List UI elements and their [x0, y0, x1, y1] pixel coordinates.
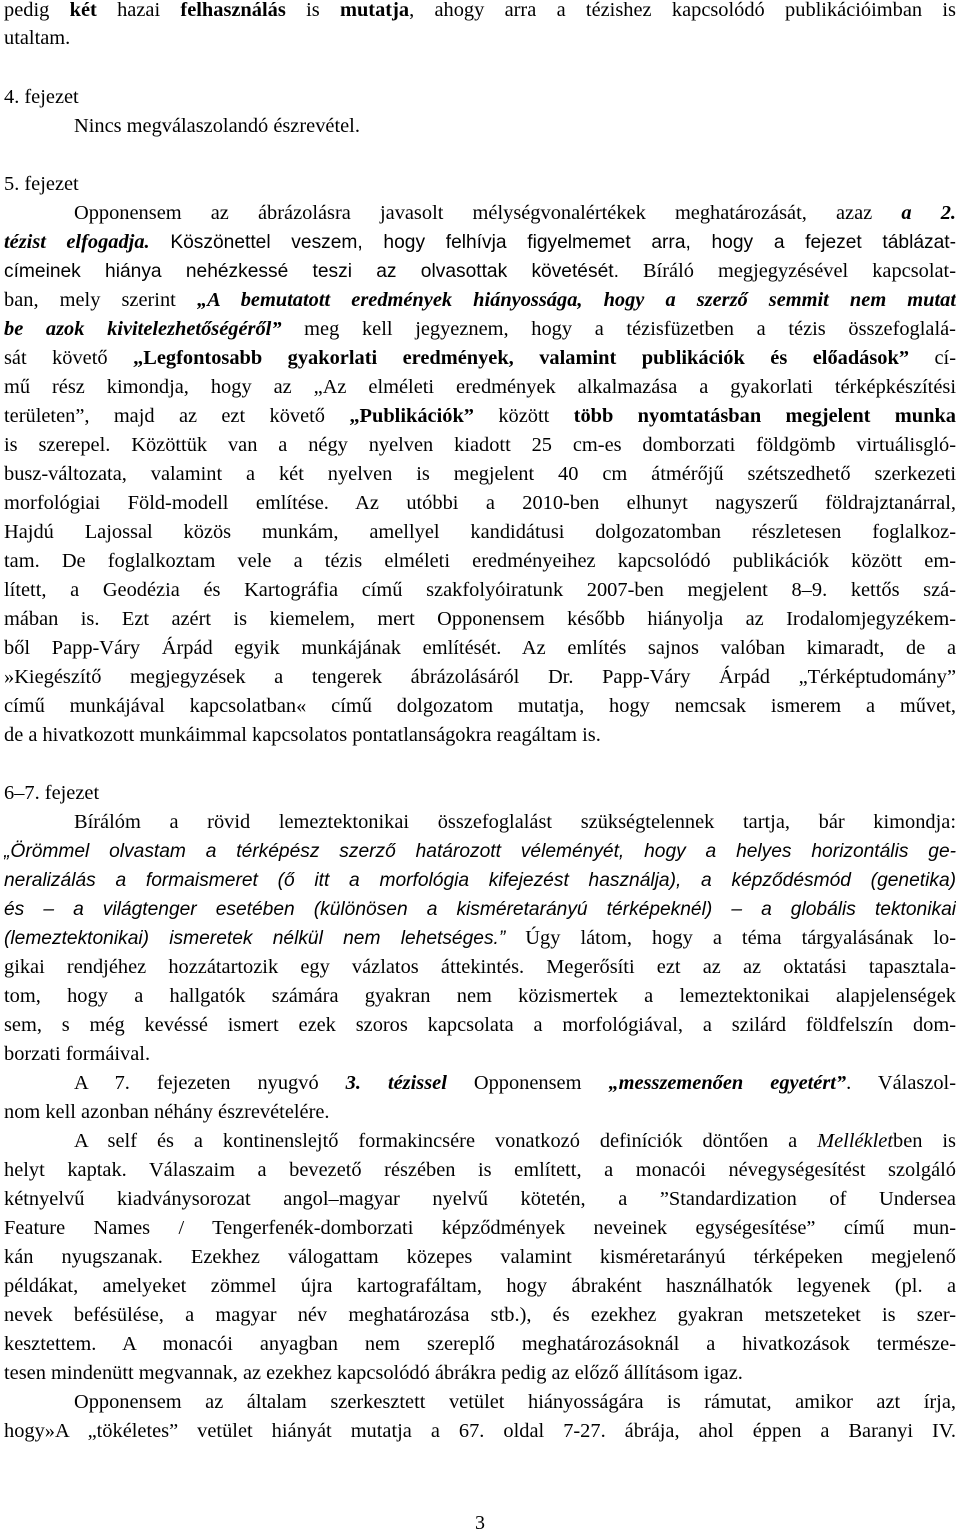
- text-line: [4, 344, 956, 373]
- text-line: [4, 402, 956, 431]
- text-run: kétnyelvű kiadványsorozat angol–magyar nyelvű kötetén, a ”Standardization of Undersea: [4, 1188, 956, 1210]
- text-run: Hajdú Lajossal közös munkám, amellyel kandidátusi dolgozatomban részletesen foglalkoz-: [4, 521, 956, 543]
- text-line: [4, 1098, 956, 1127]
- text-run: 3. tézissel: [345, 1072, 447, 1094]
- text-run: morfológiai Föld-modell említése. Az utóbbi a 2010-ben elhunyt nagyszerű földrajztanárral,: [4, 492, 956, 514]
- text-run: között: [474, 405, 574, 427]
- text-line: [4, 634, 956, 663]
- text-run: nom kell azonban néhány észrevételére.: [4, 1101, 330, 1123]
- text-run: két: [69, 0, 97, 21]
- text-line: [4, 663, 956, 692]
- text-run: Feature Names / Tengerfenék-domborzati képződmények neveinek egységesítése” című mun-: [4, 1217, 956, 1239]
- text-line: [4, 373, 956, 402]
- text-line: [4, 1243, 956, 1272]
- text-run: ből Papp-Váry Árpád egyik munkájának említését. Az említés sajnos valóban kimaradt, de a: [4, 637, 956, 659]
- text-run: busz-változata, valamint a két nyelven is megjelent 40 cm átmérőjű szétszedhető szerkezeti: [4, 463, 956, 485]
- text-run: Opponensem az általam szerkesztett vetület hiányosságára is rámutat, amikor azt írja,: [74, 1391, 956, 1413]
- text-run: területen”, majd az ezt követő: [4, 405, 350, 427]
- text-line: [74, 1127, 956, 1156]
- text-line: [74, 808, 956, 837]
- text-run: kesztettem. A monacói anyagban nem szereplő meghatározásoknál a hivatkozások természe-: [4, 1333, 956, 1355]
- text-run: tam. De foglalkoztam vele a tézis elméleti eredményeihez kapcsolódó publikációk között em-: [4, 550, 956, 572]
- text-run: A self és a kontinenslejtő formakincsére vonatkozó definíciók döntően a: [74, 1130, 818, 1152]
- page-number: 3: [475, 1512, 485, 1534]
- text-run: ban, mely szerint: [4, 289, 197, 311]
- section-heading: [4, 170, 956, 199]
- text-run: gikai rendjéhez hozzátartozik egy vázlatos áttekintés. Megerősíti ezt az az oktatási tapasztala-: [4, 956, 956, 978]
- text-run: tesen mindenütt megvannak, az ezekhez kapcsolódó ábrákra pedig az előző állításom igaz.: [4, 1362, 743, 1384]
- text-run: sát követő: [4, 347, 134, 369]
- text-line: [4, 895, 956, 924]
- text-run: példákat, amelyeket zömmel újra kartografáltam, hogy ábraként használhatók legyenek (pl. a: [4, 1275, 956, 1297]
- text-run: a 2.: [901, 202, 956, 224]
- text-run: „Örömmel olvastam a térképész szerző határozott véleményét, hogy a helyes horizontális ge-: [4, 841, 956, 862]
- text-run: Bíráló megjegyzésével kapcsolat-: [618, 260, 956, 282]
- text-run: Bírálóm a rövid lemeztektonikai összefoglalást szükségtelennek tartja, bár kimondja:: [74, 811, 956, 833]
- text-run: címeinek hiánya nehézkessé teszi az olvasottak követését.: [4, 261, 619, 282]
- text-run: utaltam.: [4, 27, 71, 49]
- text-run: 5. fejezet: [4, 173, 79, 195]
- text-line: [4, 431, 956, 460]
- text-line: [74, 1069, 956, 1098]
- text-run: . Válaszol-: [846, 1072, 956, 1094]
- text-run: helyt kaptak. Válaszaim a bevezető részében is említett, a monacói névegységesítést szolgáló: [4, 1159, 956, 1181]
- text-line: [4, 547, 956, 576]
- text-line: [4, 1417, 956, 1446]
- text-run: Opponensem: [446, 1072, 609, 1094]
- text-run: is: [285, 0, 340, 21]
- text-run: Opponensem az ábrázolásra javasolt mélységvonalértékek meghatározását, azaz: [74, 202, 902, 224]
- text-run: tom, hogy a hallgatók számára gyakran nem közismertek a lemeztektonikai alapjelenségek: [4, 985, 956, 1007]
- text-run: mában is. Ezt azért is kiemelem, mert Opponensem később hiányolja az Irodalomjegyzékem-: [4, 608, 956, 630]
- text-run: „messzemenően egyetért”: [608, 1072, 847, 1094]
- text-run: és – a világtenger esetében (különösen a kisméretarányú térképeknél) – a globális tektonikai: [4, 899, 956, 920]
- text-run: mutatja: [339, 0, 410, 21]
- text-line: [4, 1301, 956, 1330]
- text-line: [74, 1388, 956, 1417]
- section-heading: [4, 779, 956, 808]
- text-line: [4, 1156, 956, 1185]
- text-line: [4, 605, 956, 634]
- text-run: Köszönettel veszem, hogy felhívja figyelmemet arra, hogy a fejezet táblázat-: [149, 232, 956, 253]
- text-run: A 7. fejezeten nyugvó: [74, 1072, 346, 1094]
- text-line: [4, 924, 956, 953]
- text-line: [4, 692, 956, 721]
- text-run: 6–7. fejezet: [4, 782, 100, 804]
- text-run: felhasználás: [180, 0, 286, 21]
- text-run: de a hivatkozott munkáimmal kapcsolatos pontatlanságokra reagáltam is.: [4, 724, 601, 746]
- text-line: [4, 1214, 956, 1243]
- text-line: [4, 1011, 956, 1040]
- text-run: kán nyugszanak. Ezekhez válogattam közepes valamint kisméretarányú térképeken megjelenő: [4, 1246, 956, 1268]
- text-line: [4, 866, 956, 895]
- text-run: borzati formáival.: [4, 1043, 151, 1065]
- text-line: [4, 1330, 956, 1359]
- text-line: [4, 315, 956, 344]
- section-heading: [4, 83, 956, 112]
- text-run: „A bemutatott eredmények hiányossága, hogy a szerző semmit nem mutat: [196, 289, 956, 311]
- text-run: több nyomtatásban megjelent munka: [573, 405, 956, 427]
- text-line: [4, 721, 956, 750]
- text-line: [4, 837, 956, 866]
- text-line: [4, 228, 956, 257]
- text-line: [4, 1359, 956, 1388]
- text-run: meg kell jegyeznem, hogy a tézisfüzetben a tézis összefoglalá-: [281, 318, 956, 340]
- text-run: hogy»A „tökéletes” vetület hiányát mutatja a 67. oldal 7-27. ábrája, ahol éppen a Baranyi IV.: [4, 1420, 956, 1442]
- text-line: [4, 1185, 956, 1214]
- text-line: [4, 982, 956, 1011]
- text-run: Úgy látom, hogy a téma tárgyalásának lo-: [505, 927, 956, 949]
- text-run: mű rész kimondja, hogy az „Az elméleti eredmények alkalmazása a gyakorlati térképkészítési: [4, 376, 956, 398]
- text-run: cí-: [909, 347, 956, 369]
- text-line: [4, 257, 956, 286]
- text-run: »Kiegészítő megjegyzések a tengerek ábrázolásáról Dr. Papp-Váry Árpád „Térképtudomány”: [4, 666, 956, 688]
- text-line: [74, 199, 956, 228]
- text-line: [4, 1272, 956, 1301]
- text-run: „Legfontosabb gyakorlati eredmények, valamint publikációk és előadások”: [133, 347, 910, 369]
- text-run: hazai: [96, 0, 181, 21]
- text-run: Nincs megválaszolandó észrevétel.: [74, 115, 360, 137]
- text-run: ben is: [893, 1130, 956, 1152]
- text-run: neralizálás a formaismeret (ő itt a morfológia kifejezést használja), a képződésmód (genetika): [4, 870, 956, 891]
- text-run: nevek befésülése, a magyar név meghatározása stb.), és ezekhez gyakran metszeteket is szer-: [4, 1304, 956, 1326]
- text-line: [4, 0, 956, 25]
- text-run: 4. fejezet: [4, 86, 79, 108]
- text-run: Melléklet: [817, 1130, 893, 1152]
- text-run: című munkájával kapcsolatban« című dolgozatom mutatja, hogy nemcsak ismerem a művet,: [4, 695, 956, 717]
- text-run: , ahogy arra a tézishez kapcsolódó publikációimban is: [409, 0, 956, 21]
- text-line: [4, 460, 956, 489]
- text-run: be azok kivitelezhetőségéről”: [4, 318, 282, 340]
- text-run: (lemeztektonikai) ismeretek nélkül nem lehetséges.”: [4, 928, 506, 949]
- text-run: lített, a Geodézia és Kartográfia című szakfolyóiratunk 2007-ben megjelent 8–9. kettős szá-: [4, 579, 956, 601]
- text-line: [74, 112, 954, 141]
- text-run: sem, s még kevéssé ismert ezek szoros kapcsolata a morfológiával, a szilárd földfelszín dom-: [4, 1014, 956, 1036]
- text-line: [4, 518, 956, 547]
- text-run: pedig: [4, 0, 70, 21]
- text-line: [4, 1040, 956, 1069]
- text-line: [4, 953, 956, 982]
- text-line: [4, 286, 956, 315]
- text-line: [4, 489, 956, 518]
- text-line: [4, 24, 956, 53]
- text-line: [4, 576, 956, 605]
- text-run: tézist elfogadja.: [4, 231, 150, 253]
- text-run: „Publikációk”: [349, 405, 474, 427]
- text-run: is szerepel. Közöttük van a négy nyelven kiadott 25 cm-es domborzati földgömb virtuálisgló-: [4, 434, 956, 456]
